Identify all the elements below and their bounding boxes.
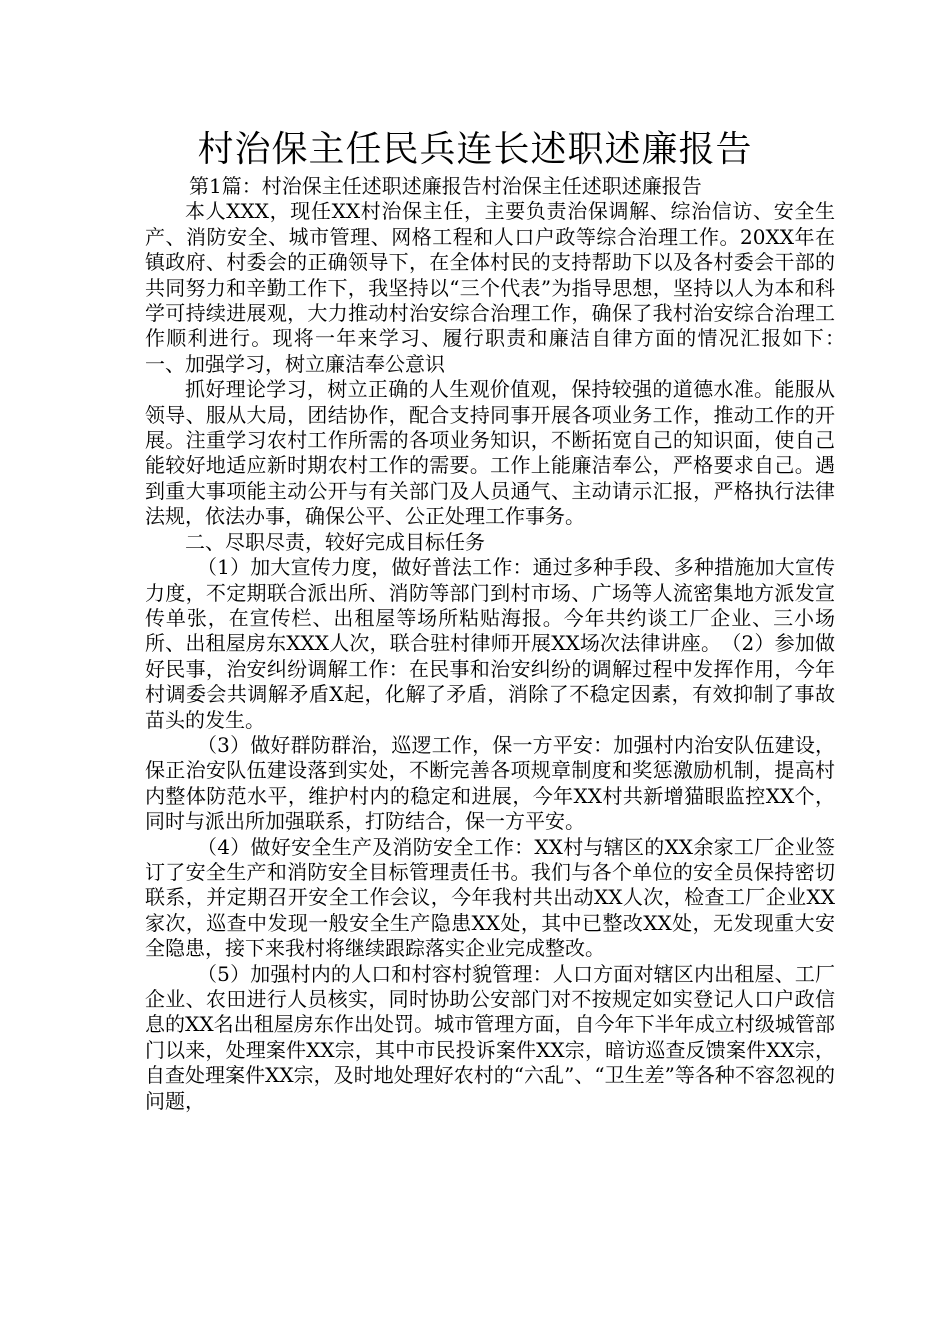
article-heading: 第1篇：村治保主任述职述廉报告村治保主任述职述廉报告 bbox=[189, 174, 702, 198]
document-body bbox=[145, 174, 855, 1114]
document-title: 村治保主任民兵连长述职述廉报告 bbox=[197, 129, 753, 170]
section-heading-duties: 二、尽职尽责，较好完成目标任务 bbox=[185, 529, 485, 554]
paragraph-item-3: （3）做好群防群治，巡逻工作，保一方平安：加强村内治安队伍建设，保正治安队伍建设落到实处，不断完善各项规章制度和奖惩激励机制，提高村内整体防范水平，维护村内的稳定和进展，今年XX村共新增猫眼监控XX个，同时与派出所加强联系，打防结合，保一方平安。 bbox=[145, 732, 835, 834]
paragraph-item-5: （5）加强村内的人口和村容村貌管理：人口方面对辖区内出租屋、工厂企业、农田进行人员核实，同时协助公安部门对不按规定如实登记人口户政信息的XX名出租屋房东作出处罚。城市管理方面，自今年下半年成立村级城管部门以来，处理案件XX宗，其中市民投诉案件XX宗，暗访巡查反馈案件XX宗，自查处理案件XX宗，及时地处理好农村的“六乱”、“卫生差”等各种不容忽视的问题， bbox=[145, 961, 835, 1113]
paragraph-item-4: （4）做好安全生产及消防安全工作：XX村与辖区的XX余家工厂企业签订了安全生产和消防安全目标管理责任书。我们与各个单位的安全员保持密切联系，并定期召开安全工作会议，今年我村共出动XX人次，检查工厂企业XX家次，巡查中发现一般安全生产隐患XX处，其中已整改XX处，无发现重大安全隐患，接下来我村将继续跟踪落实企业完成整改。 bbox=[145, 834, 835, 961]
paragraph-introduction: 本人XXX，现任XX村治保主任，主要负责治保调解、综治信访、安全生产、消防安全、城市管理、网格工程和人口户政等综合治理工作。20XX年在镇政府、村委会的正确领导下，在全体村民的支持帮助下以及各村委会干部的共同努力和辛勤工作下，我坚持以“三个代表”为指导思想，坚持以人为本和科学可持续进展观，大力推动村治安综合治理工作，确保了我村治安综合治理工作顺利进行。现将一年来学习、履行职责和廉洁自律方面的情况汇报如下： 一、加强学习，树立廉洁奉公意识 bbox=[145, 199, 855, 376]
paragraph-study: 抓好理论学习，树立正确的人生观价值观，保持较强的道德水准。能服从领导、服从大局，团结协作，配合支持同事开展各项业务工作，推动工作的开展。注重学习农村工作所需的各项业务知识，不断拓宽自己的知识面，使自己能较好地适应新时期农村工作的需要。工作上能廉洁奉公，严格要求自己。遇到重大事项能主动公开与有关部门及人员通气、主动请示汇报，严格执行法律法规，依法办事，确保公平、公正处理工作事务。 bbox=[145, 377, 835, 529]
paragraph-item-1-2: （1）加大宣传力度，做好普法工作：通过多种手段、多种措施加大宣传力度，不定期联合派出所、消防等部门到村市场、广场等人流密集地方派发宣传单张，在宣传栏、出租屋等场所粘贴海报。今年共约谈工厂企业、三小场所、出租屋房东XXX人次，联合驻村律师开展XX场次法律讲座。 （2）参加做好民事，治安纠纷调解工作：在民事和治安纠纷的调解过程中发挥作用，今年村调委会共调解矛盾X起，化解了矛盾，消除了不稳定因素，有效抑制了事故苗头的发生。 bbox=[145, 555, 835, 732]
